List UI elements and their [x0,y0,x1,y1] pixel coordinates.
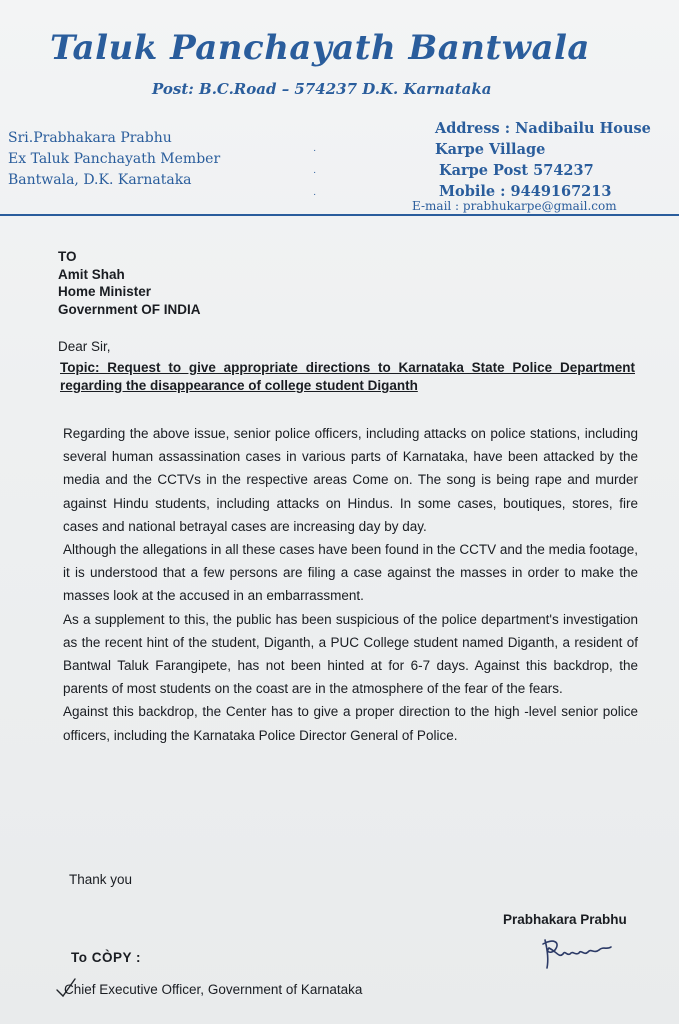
recipient-org: Government OF INDIA [58,301,201,317]
body-paragraph: As a supplement to this, the public has been suspicious of the police department's investigation as the recent hint of the student, Diganth, a PUC College student named Diganth, a resident of Bantwal Taluk Farangipete, has not been hinted at for 6-7 days. Against this backdrop, the parents of most students on the coast are in the atmosphere of the fear of the fears. [63,611,638,697]
letterhead-address-block [435,118,651,202]
sender-designation: Ex Taluk Panchayath Member [8,151,221,167]
body-paragraph: Although the allegations in all these cases have been found in the CCTV and the media footage, it is understood that a few persons are filing a case against the masses in order to make the masses look at the accused in an embarrassment. [63,542,638,604]
mobile-line: Mobile : 9449167213 [439,183,612,200]
address-line: Address : Nadibailu House [435,120,651,137]
recipient-to: TO [58,249,77,264]
copy-label: To CÒPY : [71,950,142,965]
address-line: Karpe Village [435,141,546,158]
body-paragraph: Against this backdrop, the Center has to give a proper direction to the high -level senior police officers, including the Karnataka Police Director General of Police. [63,704,638,743]
letterhead-post-address: Post: B.C.Road – 574237 D.K. Karnataka [152,80,492,98]
copy-recipient: Chief Executive Officer, Government of Karnataka [64,982,363,997]
letter-body [63,422,638,747]
signer-name: Prabhakara Prabhu [503,912,627,927]
greeting: Dear Sir, [58,339,111,354]
address-line: Karpe Post 574237 [439,162,594,179]
divider-dots: · · · [313,145,317,200]
sender-name: Sri.Prabhakara Prabhu [8,130,172,146]
closing: Thank you [69,872,133,887]
body-paragraph: Regarding the above issue, senior police officers, including attacks on police stations, including several human assassination cases in various parts of Karnataka, have been attacked by the media and the CCTVs in the respective areas Come on. The song is being rape and murder against Hindu students, including attacks on Hindus. In some cases, boutiques, stores, fire cases and national betrayal cases are increasing day by day. [63,426,638,534]
handwritten-signature [537,934,615,972]
topic-line: Topic: Request to give appropriate directions to Karnataka State Police Department regarding the disappearance of college student Diganth [60,360,635,393]
letterhead-email: E-mail : prabhukarpe@gmail.com [412,199,617,213]
recipient-block [58,248,201,318]
letterhead-sender-block [8,128,220,191]
recipient-title: Home Minister [58,284,152,299]
sender-location: Bantwala, D.K. Karnataka [8,172,192,188]
letterhead-title: Taluk Panchayath Bantwala [50,28,590,68]
recipient-name: Amit Shah [58,266,125,282]
letterhead-rule [0,214,679,216]
